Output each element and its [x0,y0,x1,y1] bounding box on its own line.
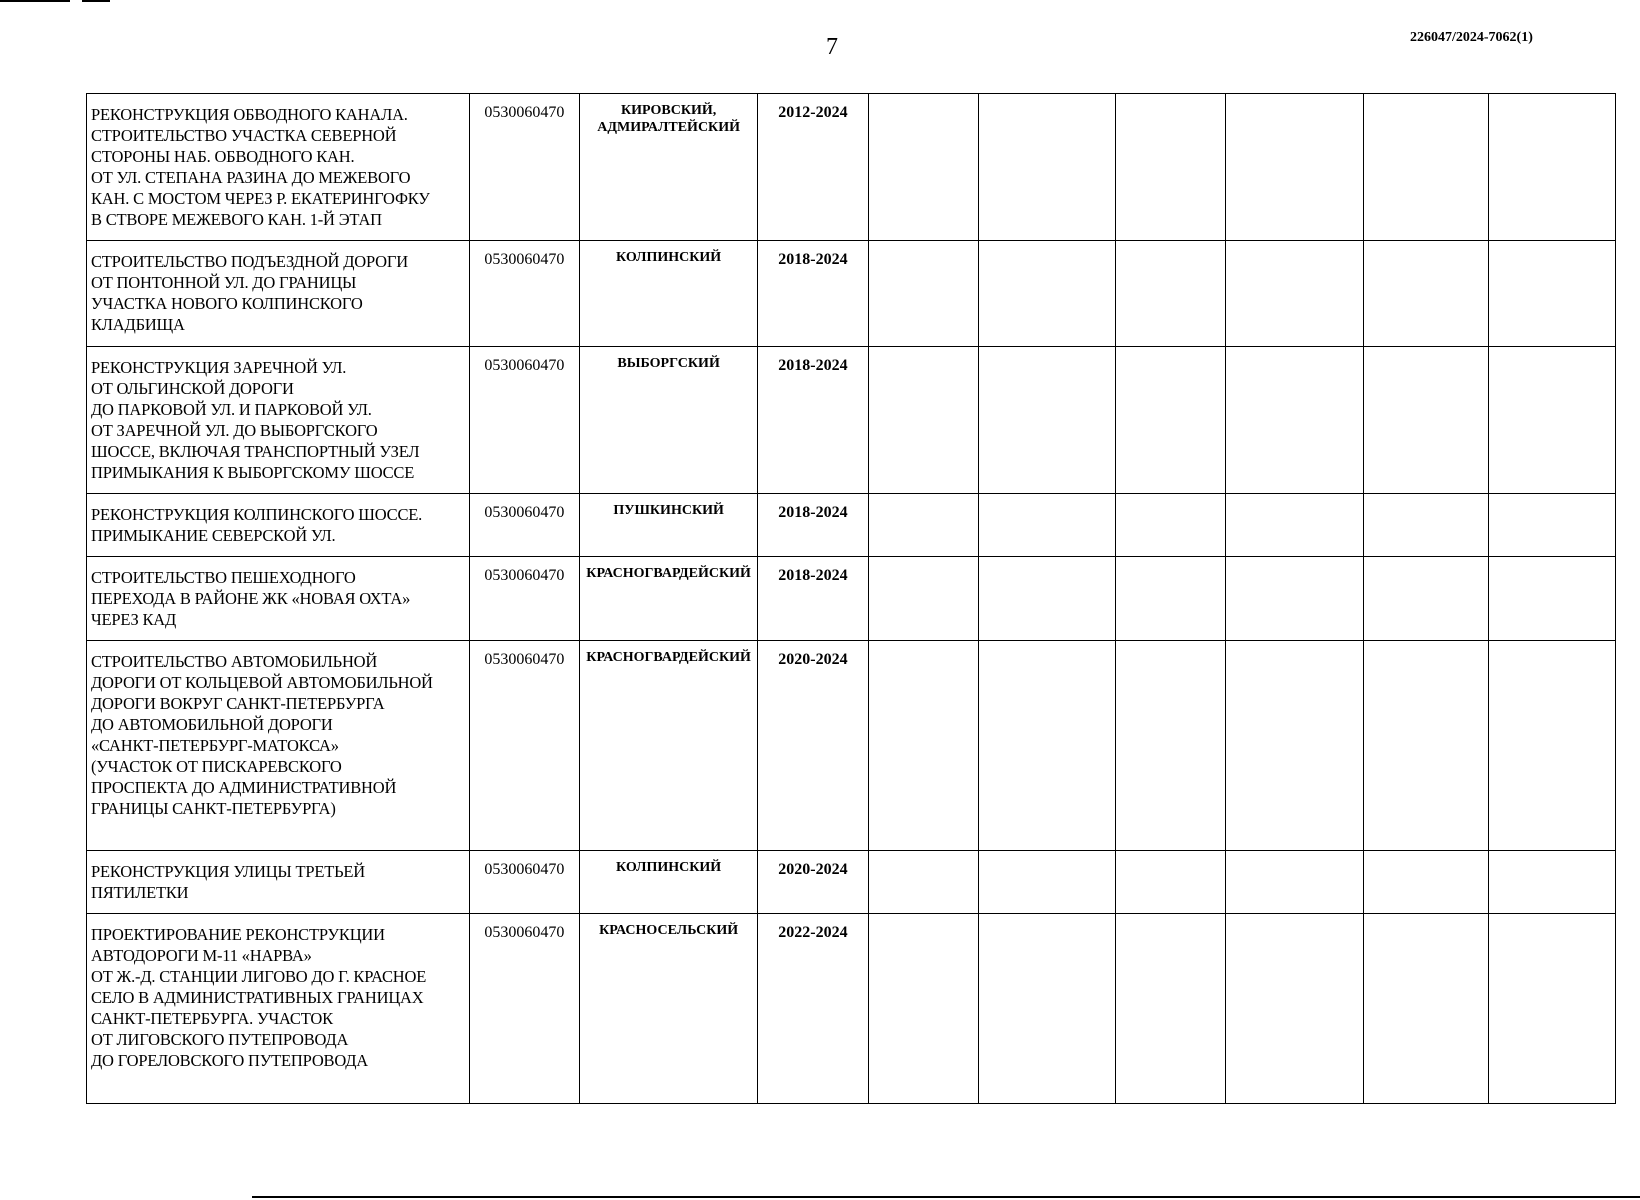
project-name-line: САНКТ-ПЕТЕРБУРГА. УЧАСТОК [91,1009,333,1028]
scan-edge-mark-left [0,0,70,2]
budget-code-cell: 0530060470 [469,494,579,557]
budget-code-cell: 0530060470 [469,557,579,641]
registry-table [86,93,1616,1104]
project-name-cell [87,914,470,1104]
period-cell: 2022-2024 [758,914,868,1104]
period-cell: 2018-2024 [758,241,868,347]
project-name-cell [87,851,470,914]
bottom-rule [252,1196,1640,1198]
period-cell: 2012-2024 [758,94,868,241]
empty-cell [1115,851,1225,914]
district-cell [579,641,757,851]
empty-cell [1115,914,1225,1104]
empty-cell [868,494,978,557]
empty-cell [978,494,1115,557]
empty-cell [978,641,1115,851]
project-name-line: СТРОИТЕЛЬСТВО ПОДЪЕЗДНОЙ ДОРОГИ [91,252,408,271]
empty-cell [1364,851,1488,914]
empty-cell [1364,241,1488,347]
empty-cell [1364,94,1488,241]
district-line: КОЛПИНСКИЙ [616,860,722,875]
project-name-cell [87,241,470,347]
project-name-line: ЧЕРЕЗ КАД [91,610,177,629]
empty-cell [868,94,978,241]
project-name-line: ДОРОГИ ОТ КОЛЬЦЕВОЙ АВТОМОБИЛЬНОЙ [91,673,433,692]
project-name-line: СТРОИТЕЛЬСТВО УЧАСТКА СЕВЕРНОЙ [91,126,397,145]
project-name-line: РЕКОНСТРУКЦИЯ ЗАРЕЧНОЙ УЛ. [91,358,347,377]
table-row [87,241,1616,347]
project-name-line: ОТ ЗАРЕЧНОЙ УЛ. ДО ВЫБОРГСКОГО [91,421,378,440]
project-name-line: ОТ ЛИГОВСКОГО ПУТЕПРОВОДА [91,1030,349,1049]
project-name-line: СЕЛО В АДМИНИСТРАТИВНЫХ ГРАНИЦАХ [91,988,424,1007]
project-name-cell [87,347,470,494]
period-cell: 2020-2024 [758,641,868,851]
district-line: КИРОВСКИЙ, [620,103,717,118]
project-name-line: СТРОИТЕЛЬСТВО АВТОМОБИЛЬНОЙ [91,652,378,671]
district-cell [579,241,757,347]
project-name-line: В СТВОРЕ МЕЖЕВОГО КАН. 1-Й ЭТАП [91,210,382,229]
empty-cell [978,557,1115,641]
project-name-cell [87,94,470,241]
district-line: КРАСНОГВАРДЕЙСКИЙ [586,650,751,665]
budget-code-cell: 0530060470 [469,94,579,241]
table-row [87,851,1616,914]
project-name-line: АВТОДОРОГИ М-11 «НАРВА» [91,946,312,965]
project-name-line: КЛАДБИЩА [91,315,185,334]
empty-cell [978,94,1115,241]
district-cell [579,914,757,1104]
district-line: ПУШКИНСКИЙ [613,503,724,518]
empty-cell [1226,557,1364,641]
project-name-cell [87,494,470,557]
period-cell: 2020-2024 [758,851,868,914]
scan-edge-mark-right [82,0,110,2]
empty-cell [1226,641,1364,851]
budget-code-cell: 0530060470 [469,914,579,1104]
district-cell [579,557,757,641]
empty-cell [1488,557,1615,641]
empty-cell [1226,851,1364,914]
empty-cell [1364,494,1488,557]
project-name-line: УЧАСТКА НОВОГО КОЛПИНСКОГО [91,294,363,313]
project-name-line: СТОРОНЫ НАБ. ОБВОДНОГО КАН. [91,147,355,166]
table-row [87,494,1616,557]
district-cell [579,851,757,914]
district-line: КРАСНОГВАРДЕЙСКИЙ [586,566,751,581]
project-name-line: ДОРОГИ ВОКРУГ САНКТ-ПЕТЕРБУРГА [91,694,385,713]
project-name-line: «САНКТ-ПЕТЕРБУРГ-МАТОКСА» [91,736,339,755]
project-name-line: ПРОЕКТИРОВАНИЕ РЕКОНСТРУКЦИИ [91,925,385,944]
empty-cell [1488,241,1615,347]
district-cell [579,494,757,557]
empty-cell [868,641,978,851]
empty-cell [868,241,978,347]
empty-cell [1115,641,1225,851]
empty-cell [868,851,978,914]
project-name-line: ДО ПАРКОВОЙ УЛ. И ПАРКОВОЙ УЛ. [91,400,372,419]
project-name-line: СТРОИТЕЛЬСТВО ПЕШЕХОДНОГО [91,568,356,587]
empty-cell [1226,494,1364,557]
period-cell: 2018-2024 [758,557,868,641]
project-name-line: ШОССЕ, ВКЛЮЧАЯ ТРАНСПОРТНЫЙ УЗЕЛ [91,442,420,461]
page-number: 7 [826,34,838,60]
table-row [87,641,1616,851]
empty-cell [868,557,978,641]
district-cell [579,94,757,241]
project-name-line: КАН. С МОСТОМ ЧЕРЕЗ Р. ЕКАТЕРИНГОФКУ [91,189,430,208]
budget-code-cell: 0530060470 [469,641,579,851]
district-cell [579,347,757,494]
empty-cell [1488,94,1615,241]
document-id: 226047/2024-7062(1) [1410,30,1533,45]
district-line: КРАСНОСЕЛЬСКИЙ [599,923,739,938]
empty-cell [1115,241,1225,347]
empty-cell [978,241,1115,347]
period-cell: 2018-2024 [758,494,868,557]
empty-cell [868,914,978,1104]
table-row [87,94,1616,241]
empty-cell [1226,241,1364,347]
project-name-line: ОТ ПОНТОННОЙ УЛ. ДО ГРАНИЦЫ [91,273,357,292]
empty-cell [1115,557,1225,641]
empty-cell [1364,557,1488,641]
project-name-line: ПЯТИЛЕТКИ [91,883,189,902]
empty-cell [1226,347,1364,494]
project-name-cell [87,641,470,851]
project-name-cell [87,557,470,641]
empty-cell [978,851,1115,914]
table-row [87,347,1616,494]
project-name-line: РЕКОНСТРУКЦИЯ ОБВОДНОГО КАНАЛА. [91,105,408,124]
project-name-line: (УЧАСТОК ОТ ПИСКАРЕВСКОГО [91,757,342,776]
budget-code-cell: 0530060470 [469,851,579,914]
empty-cell [868,347,978,494]
district-line: КОЛПИНСКИЙ [616,250,722,265]
budget-code-cell: 0530060470 [469,241,579,347]
table-row [87,557,1616,641]
period-cell: 2018-2024 [758,347,868,494]
empty-cell [1115,494,1225,557]
empty-cell [1115,94,1225,241]
project-name-line: ПЕРЕХОДА В РАЙОНЕ ЖК «НОВАЯ ОХТА» [91,589,411,608]
empty-cell [1226,914,1364,1104]
empty-cell [978,347,1115,494]
district-line: АДМИРАЛТЕЙСКИЙ [597,120,740,135]
project-name-line: ПРИМЫКАНИЯ К ВЫБОРГСКОМУ ШОССЕ [91,463,415,482]
project-name-line: ОТ УЛ. СТЕПАНА РАЗИНА ДО МЕЖЕВОГО [91,168,411,187]
empty-cell [1364,914,1488,1104]
empty-cell [978,914,1115,1104]
budget-code-cell: 0530060470 [469,347,579,494]
project-name-line: ОТ ОЛЬГИНСКОЙ ДОРОГИ [91,379,294,398]
district-line: ВЫБОРГСКИЙ [617,356,720,371]
project-name-line: ПРОСПЕКТА ДО АДМИНИСТРАТИВНОЙ [91,778,397,797]
project-name-line: ПРИМЫКАНИЕ СЕВЕРСКОЙ УЛ. [91,526,336,545]
project-name-line: ГРАНИЦЫ САНКТ-ПЕТЕРБУРГА) [91,799,336,818]
empty-cell [1488,641,1615,851]
project-name-line: РЕКОНСТРУКЦИЯ КОЛПИНСКОГО ШОССЕ. [91,505,423,524]
empty-cell [1488,494,1615,557]
empty-cell [1364,641,1488,851]
project-name-line: ДО ГОРЕЛОВСКОГО ПУТЕПРОВОДА [91,1051,369,1070]
project-name-line: ДО АВТОМОБИЛЬНОЙ ДОРОГИ [91,715,333,734]
empty-cell [1488,851,1615,914]
empty-cell [1226,94,1364,241]
empty-cell [1488,914,1615,1104]
empty-cell [1488,347,1615,494]
project-name-line: РЕКОНСТРУКЦИЯ УЛИЦЫ ТРЕТЬЕЙ [91,862,366,881]
empty-cell [1364,347,1488,494]
empty-cell [1115,347,1225,494]
table-row [87,914,1616,1104]
project-name-line: ОТ Ж.-Д. СТАНЦИИ ЛИГОВО ДО Г. КРАСНОЕ [91,967,427,986]
